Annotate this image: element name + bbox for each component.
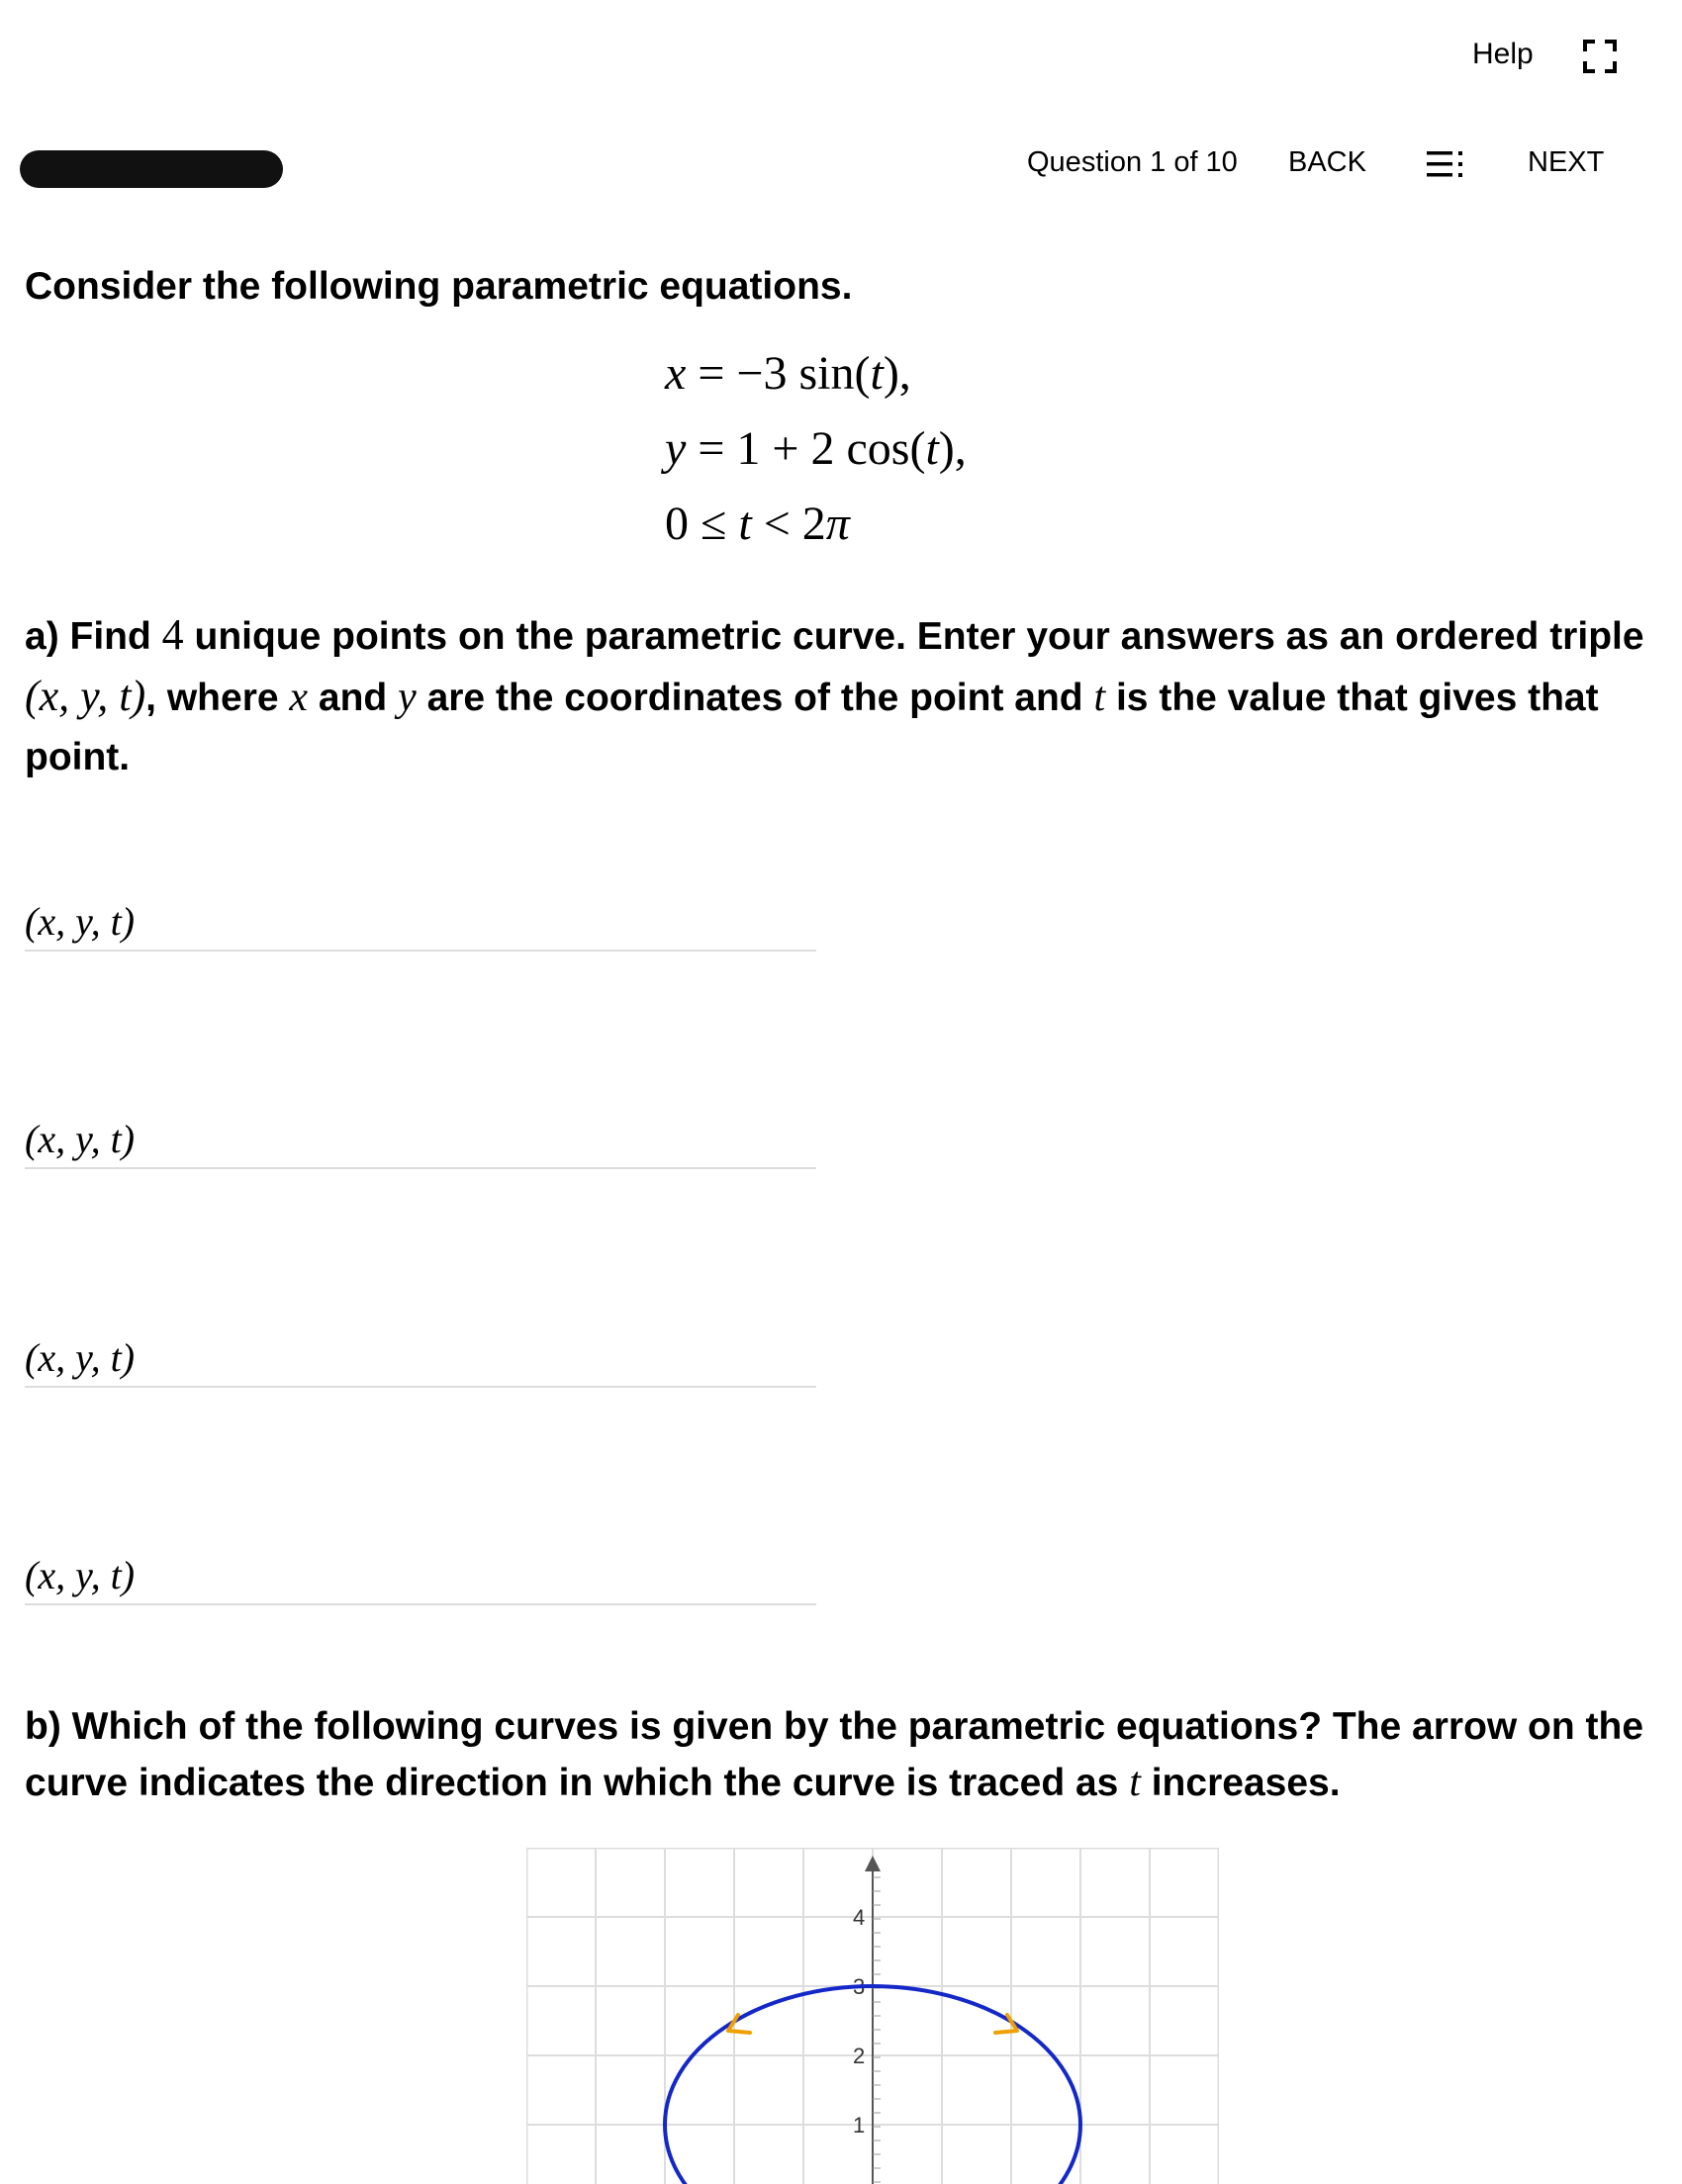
equation-y — [665, 421, 967, 476]
eq-x-rel: = — [698, 347, 724, 400]
part-a-prompt — [25, 605, 1667, 787]
eq-x-open: ( — [854, 347, 870, 400]
y-tick-label: 2 — [853, 2044, 865, 2068]
part-a-var-x: x — [289, 675, 308, 720]
curve-option-graph[interactable] — [526, 1848, 1219, 2184]
answer-underline-4 — [25, 1603, 816, 1605]
answer-field-3[interactable] — [25, 1334, 816, 1404]
part-a-text-5: are the coordinates of the point and — [417, 677, 1094, 719]
eq-x-coef: −3 — [736, 347, 787, 400]
answer-label-4: (x, y, t) — [25, 1552, 135, 1598]
help-link[interactable]: Help — [1472, 38, 1534, 71]
equation-x — [665, 346, 911, 401]
eq-x-var: t — [870, 347, 883, 400]
part-b-text-1: b) Which of the following curves is given by the parametric equations? The arrow on the curve indicates the direction in which the curve is traced as — [25, 1705, 1643, 1804]
eq-y-close: ), — [939, 422, 967, 475]
eq-y-func: cos — [846, 422, 909, 475]
eq-x-func: sin — [798, 347, 854, 400]
part-a-text-6: is the value that gives that point. — [25, 677, 1599, 778]
problem-intro: Consider the following parametric equations. — [25, 265, 852, 309]
redacted-title — [20, 150, 283, 188]
eq-y-coef: 1 + 2 — [736, 422, 834, 475]
answer-field-1[interactable] — [25, 898, 816, 967]
answer-label-2: (x, y, t) — [25, 1116, 135, 1162]
next-button[interactable]: NEXT — [1528, 146, 1604, 179]
part-a-text-4: and — [308, 677, 398, 719]
eq-t-rel2: < — [764, 498, 791, 550]
y-tick-label: 3 — [853, 1974, 865, 1999]
eq-t-coef: 2 — [802, 498, 826, 550]
part-b-prompt — [25, 1699, 1667, 1811]
eq-t-rel: ≤ — [701, 498, 726, 550]
fullscreen-icon[interactable] — [1583, 40, 1617, 73]
answer-underline-3 — [25, 1386, 816, 1388]
graph-y-axis — [865, 1856, 881, 2184]
part-b-text-2: increases. — [1141, 1762, 1341, 1804]
part-a-count: 4 — [162, 610, 184, 659]
part-b-var-t: t — [1129, 1760, 1141, 1805]
equation-t-range — [665, 497, 850, 551]
y-tick-label: 1 — [853, 2113, 865, 2138]
eq-y-lhs: y — [665, 422, 686, 475]
eq-y-var: t — [925, 422, 938, 475]
eq-x-lhs: x — [665, 347, 686, 400]
menu-list-icon[interactable] — [1427, 148, 1466, 180]
part-a-text-1: a) Find — [25, 615, 162, 658]
eq-t-var: t — [738, 498, 751, 550]
part-a-text-3: , where — [145, 677, 289, 719]
answer-label-1: (x, y, t) — [25, 898, 135, 945]
part-a-var-y: y — [398, 675, 417, 720]
part-a-text-2: unique points on the parametric curve. Enter your answers as an ordered triple — [184, 615, 1644, 658]
eq-y-open: ( — [909, 422, 925, 475]
y-axis-arrow-icon — [865, 1856, 881, 1871]
question-counter: Question 1 of 10 — [1027, 146, 1238, 179]
part-a-var-t: t — [1093, 675, 1105, 720]
answer-label-3: (x, y, t) — [25, 1334, 135, 1381]
graph-y-ticks — [853, 1905, 865, 2138]
eq-y-rel: = — [698, 422, 724, 475]
back-button[interactable]: BACK — [1288, 146, 1366, 179]
answer-field-4[interactable] — [25, 1552, 816, 1621]
eq-t-pi: π — [826, 498, 850, 550]
answer-underline-1 — [25, 950, 816, 952]
answer-underline-2 — [25, 1167, 816, 1169]
answer-field-2[interactable] — [25, 1116, 816, 1185]
eq-x-close: ), — [884, 347, 911, 400]
y-tick-label: 4 — [853, 1905, 865, 1930]
eq-t-lhs: 0 — [665, 498, 689, 550]
part-a-triple: (x, y, t) — [25, 672, 145, 720]
